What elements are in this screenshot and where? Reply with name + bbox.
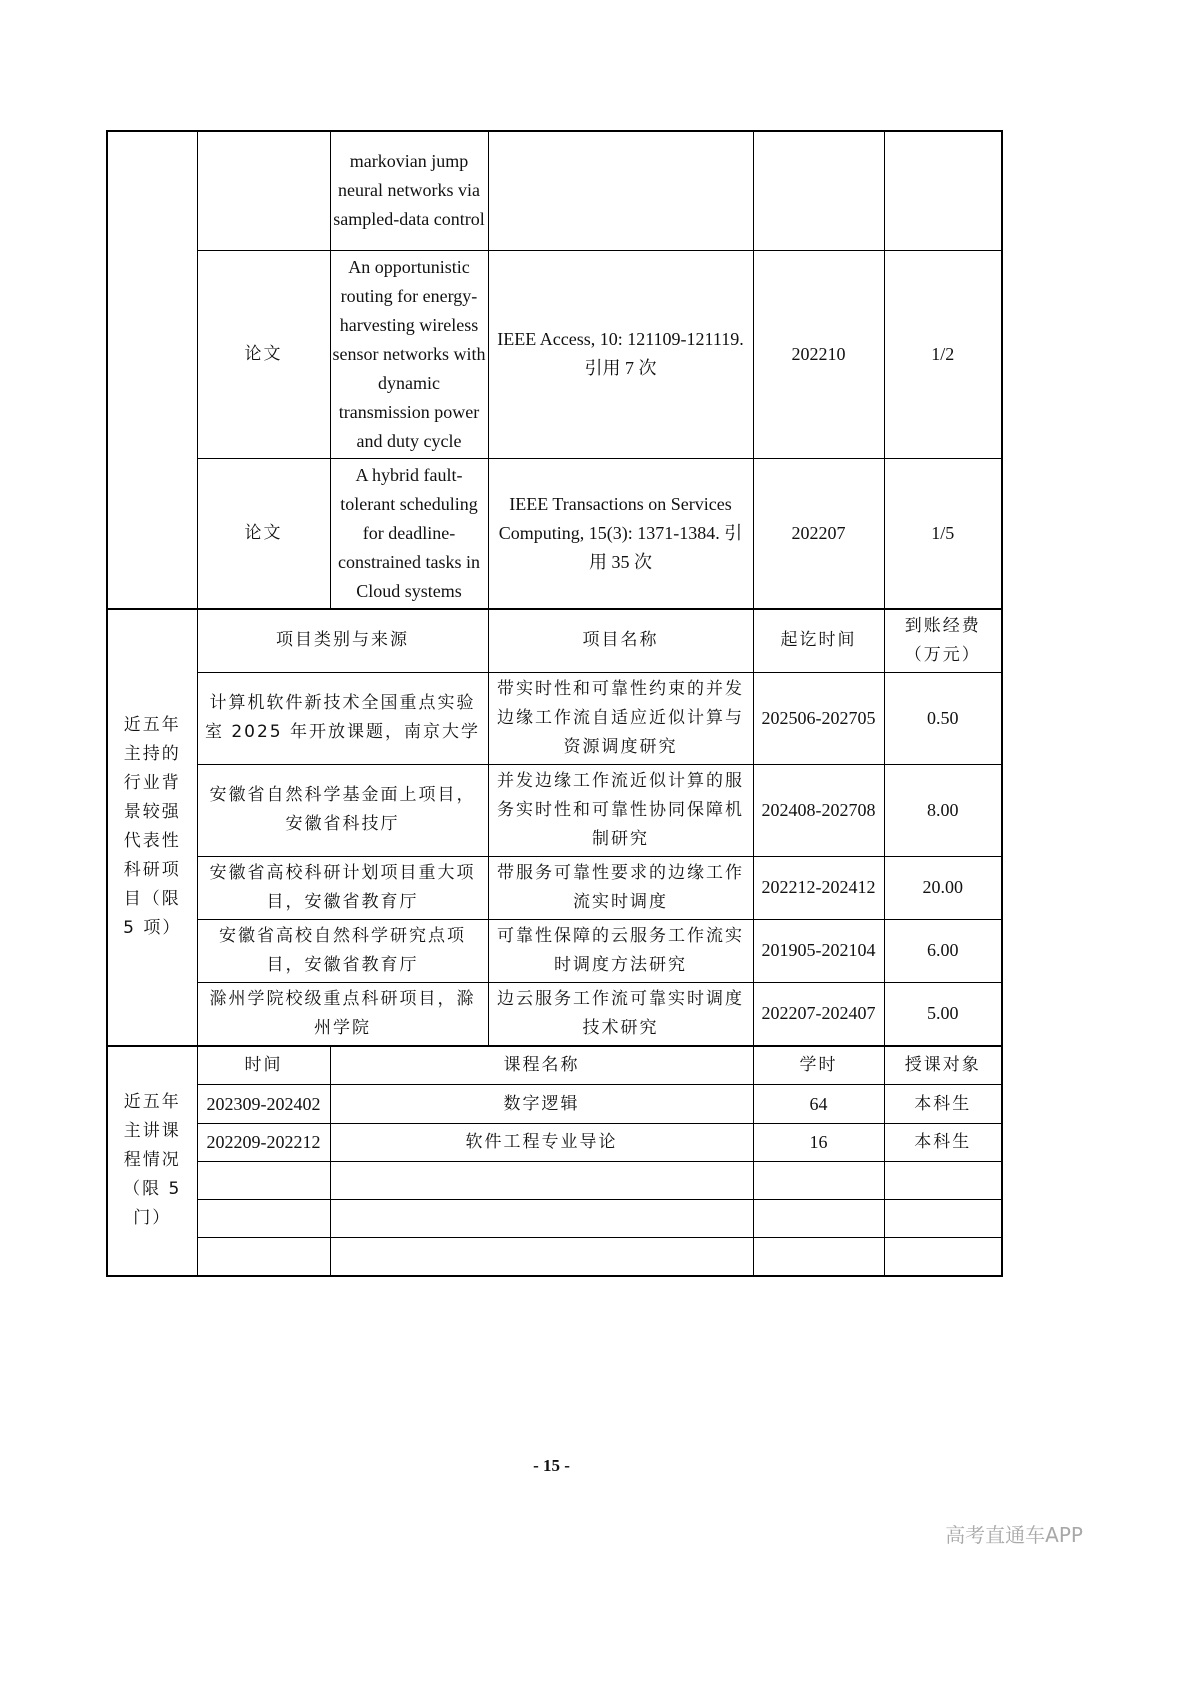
- header-project-funding: 到账经费（万元）: [884, 609, 1002, 673]
- paper-date: 202210: [753, 250, 884, 458]
- project-row: [107, 856, 1002, 919]
- paper-venue: [488, 131, 753, 250]
- course-hours: 64: [753, 1085, 884, 1124]
- project-name: 带服务可靠性要求的边缘工作流实时调度: [488, 856, 753, 919]
- course-time: 202309-202402: [197, 1085, 330, 1124]
- header-project-source: 项目类别与来源: [197, 609, 488, 673]
- course-audience: 本科生: [884, 1124, 1002, 1162]
- course-row: [107, 1238, 1002, 1276]
- header-course-hours: 学时: [753, 1046, 884, 1085]
- project-funding: 6.00: [884, 919, 1002, 982]
- project-source: 安徽省高校科研计划项目重大项目，安徽省教育厅: [197, 856, 488, 919]
- course-time: [197, 1162, 330, 1200]
- course-name: [330, 1162, 753, 1200]
- course-hours: [753, 1162, 884, 1200]
- paper-author-rank: 1/5: [884, 458, 1002, 609]
- papers-section-label: [107, 131, 197, 609]
- course-hours: 16: [753, 1124, 884, 1162]
- project-source: 计算机软件新技术全国重点实验室 2025 年开放课题，南京大学: [197, 672, 488, 764]
- course-name: [330, 1200, 753, 1238]
- achievements-form-table: [106, 130, 1003, 1277]
- paper-title: An opportunistic routing for energy-harvesting wireless sensor networks with dynamic transmission power and duty cycle: [330, 250, 488, 458]
- course-audience: [884, 1200, 1002, 1238]
- header-course-name: 课程名称: [330, 1046, 753, 1085]
- course-audience: 本科生: [884, 1085, 1002, 1124]
- paper-date: [753, 131, 884, 250]
- project-period: 202506-202705: [753, 672, 884, 764]
- project-row: [107, 764, 1002, 856]
- course-time: 202209-202212: [197, 1124, 330, 1162]
- course-row: [107, 1200, 1002, 1238]
- project-name: 边云服务工作流可靠实时调度技术研究: [488, 982, 753, 1046]
- course-name: 数字逻辑: [330, 1085, 753, 1124]
- paper-title: A hybrid fault-tolerant scheduling for deadline-constrained tasks in Cloud systems: [330, 458, 488, 609]
- project-name: 带实时性和可靠性约束的并发边缘工作流自适应近似计算与资源调度研究: [488, 672, 753, 764]
- paper-author-rank: [884, 131, 1002, 250]
- project-period: 202408-202708: [753, 764, 884, 856]
- project-source: 滁州学院校级重点科研项目，滁州学院: [197, 982, 488, 1046]
- courses-section-label: 近五年主讲课程情况（限 5 门）: [107, 1046, 197, 1276]
- header-course-audience: 授课对象: [884, 1046, 1002, 1085]
- project-source: 安徽省高校自然科学研究点项目，安徽省教育厅: [197, 919, 488, 982]
- header-project-period: 起讫时间: [753, 609, 884, 673]
- course-name: 软件工程专业导论: [330, 1124, 753, 1162]
- project-funding: 5.00: [884, 982, 1002, 1046]
- project-row: [107, 672, 1002, 764]
- project-period: 202212-202412: [753, 856, 884, 919]
- project-period: 201905-202104: [753, 919, 884, 982]
- paper-title: markovian jump neural networks via sampled-data control: [330, 131, 488, 250]
- paper-type: [197, 131, 330, 250]
- paper-venue: IEEE Access, 10: 121109-121119. 引用 7 次: [488, 250, 753, 458]
- course-audience: [884, 1238, 1002, 1276]
- projects-section-label: 近五年主持的行业背景较强代表性科研项目（限 5 项）: [107, 609, 197, 1046]
- project-name: 并发边缘工作流近似计算的服务实时性和可靠性协同保障机制研究: [488, 764, 753, 856]
- paper-row: [107, 458, 1002, 609]
- paper-venue: IEEE Transactions on Services Computing, 15(3): 1371-1384. 引用 35 次: [488, 458, 753, 609]
- project-funding: 20.00: [884, 856, 1002, 919]
- project-funding: 8.00: [884, 764, 1002, 856]
- course-row: [107, 1162, 1002, 1200]
- course-row: [107, 1085, 1002, 1124]
- paper-type: 论文: [197, 250, 330, 458]
- project-row: [107, 982, 1002, 1046]
- courses-header-row: [107, 1046, 1002, 1085]
- paper-type: 论文: [197, 458, 330, 609]
- project-source: 安徽省自然科学基金面上项目，安徽省科技厅: [197, 764, 488, 856]
- project-funding: 0.50: [884, 672, 1002, 764]
- paper-row: [107, 131, 1002, 250]
- course-hours: [753, 1238, 884, 1276]
- header-project-name: 项目名称: [488, 609, 753, 673]
- course-time: [197, 1238, 330, 1276]
- watermark-text: 高考直通车APP: [945, 1523, 1083, 1547]
- paper-author-rank: 1/2: [884, 250, 1002, 458]
- course-hours: [753, 1200, 884, 1238]
- page-number: - 15 -: [533, 1456, 570, 1475]
- course-time: [197, 1200, 330, 1238]
- course-row: [107, 1124, 1002, 1162]
- course-name: [330, 1238, 753, 1276]
- course-audience: [884, 1162, 1002, 1200]
- paper-row: [107, 250, 1002, 458]
- project-period: 202207-202407: [753, 982, 884, 1046]
- header-course-time: 时间: [197, 1046, 330, 1085]
- projects-header-row: [107, 609, 1002, 673]
- paper-date: 202207: [753, 458, 884, 609]
- project-name: 可靠性保障的云服务工作流实时调度方法研究: [488, 919, 753, 982]
- project-row: [107, 919, 1002, 982]
